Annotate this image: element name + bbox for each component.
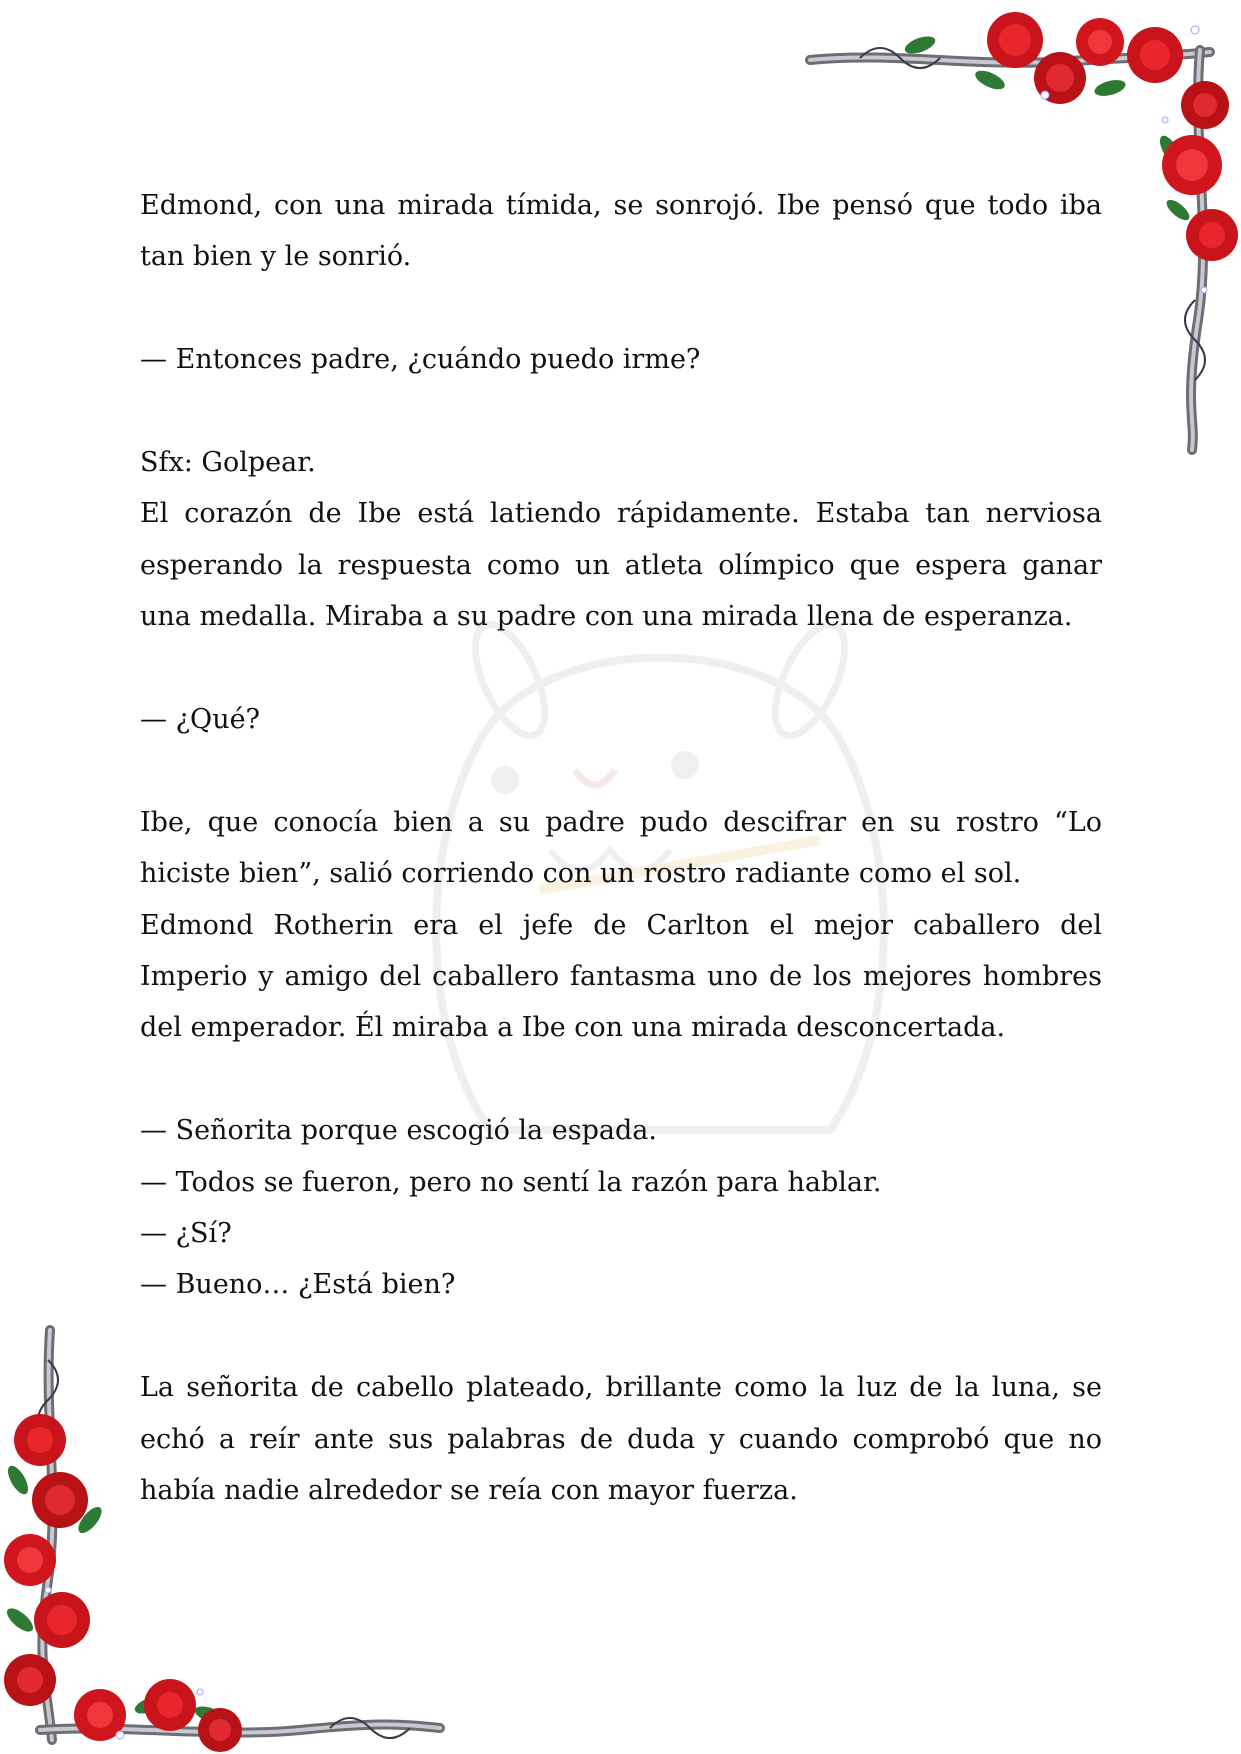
story-text: [140, 180, 1102, 1516]
paragraph: El corazón de Ibe está latiendo rápidamente. Estaba tan nerviosa esperando la respuesta como un atleta olímpico que espera ganar una medalla. Miraba a su padre con una mirada llena de esperanza.: [140, 498, 1102, 633]
paragraph: La señorita de cabello plateado, brillante como la luz de la luna, se echó a reír ante sus palabras de duda y cuando comprobó que no había nadie alrededor se reía con mayor fuerza.: [140, 1372, 1102, 1507]
paragraph: Edmond, con una mirada tímida, se sonrojó. Ibe pensó que todo iba tan bien y le sonrió.: [140, 190, 1102, 273]
spacer: [140, 283, 1102, 334]
spacer: [140, 745, 1102, 796]
dialogue-line: — Señorita porque escogió la espada.: [140, 1115, 657, 1147]
spacer: [140, 643, 1102, 694]
paragraph: Ibe, que conocía bien a su padre pudo descifrar en su rostro “Lo hiciste bien”, salió corriendo con un rostro radiante como el sol.: [140, 806, 1102, 890]
dialogue-line: — Entonces padre, ¿cuándo puedo irme?: [140, 344, 701, 376]
sound-effect: Sfx: Golpear.: [140, 447, 316, 478]
dialogue-line: — Todos se fueron, pero no sentí la razón para hablar.: [140, 1166, 882, 1198]
spacer: [140, 1311, 1102, 1362]
dialogue-line: — ¿Qué?: [140, 704, 261, 736]
spacer: [140, 386, 1102, 437]
spacer: [140, 1054, 1102, 1105]
dialogue-line: — Bueno… ¿Está bien?: [140, 1269, 456, 1301]
paragraph: Edmond Rotherin era el jefe de Carlton el mejor caballero del Imperio y amigo del caballero fantasma uno de los mejores hombres del emperador. Él miraba a Ibe con una mirada desconcertada.: [140, 909, 1102, 1044]
dialogue-line: — ¿Sí?: [140, 1218, 232, 1250]
